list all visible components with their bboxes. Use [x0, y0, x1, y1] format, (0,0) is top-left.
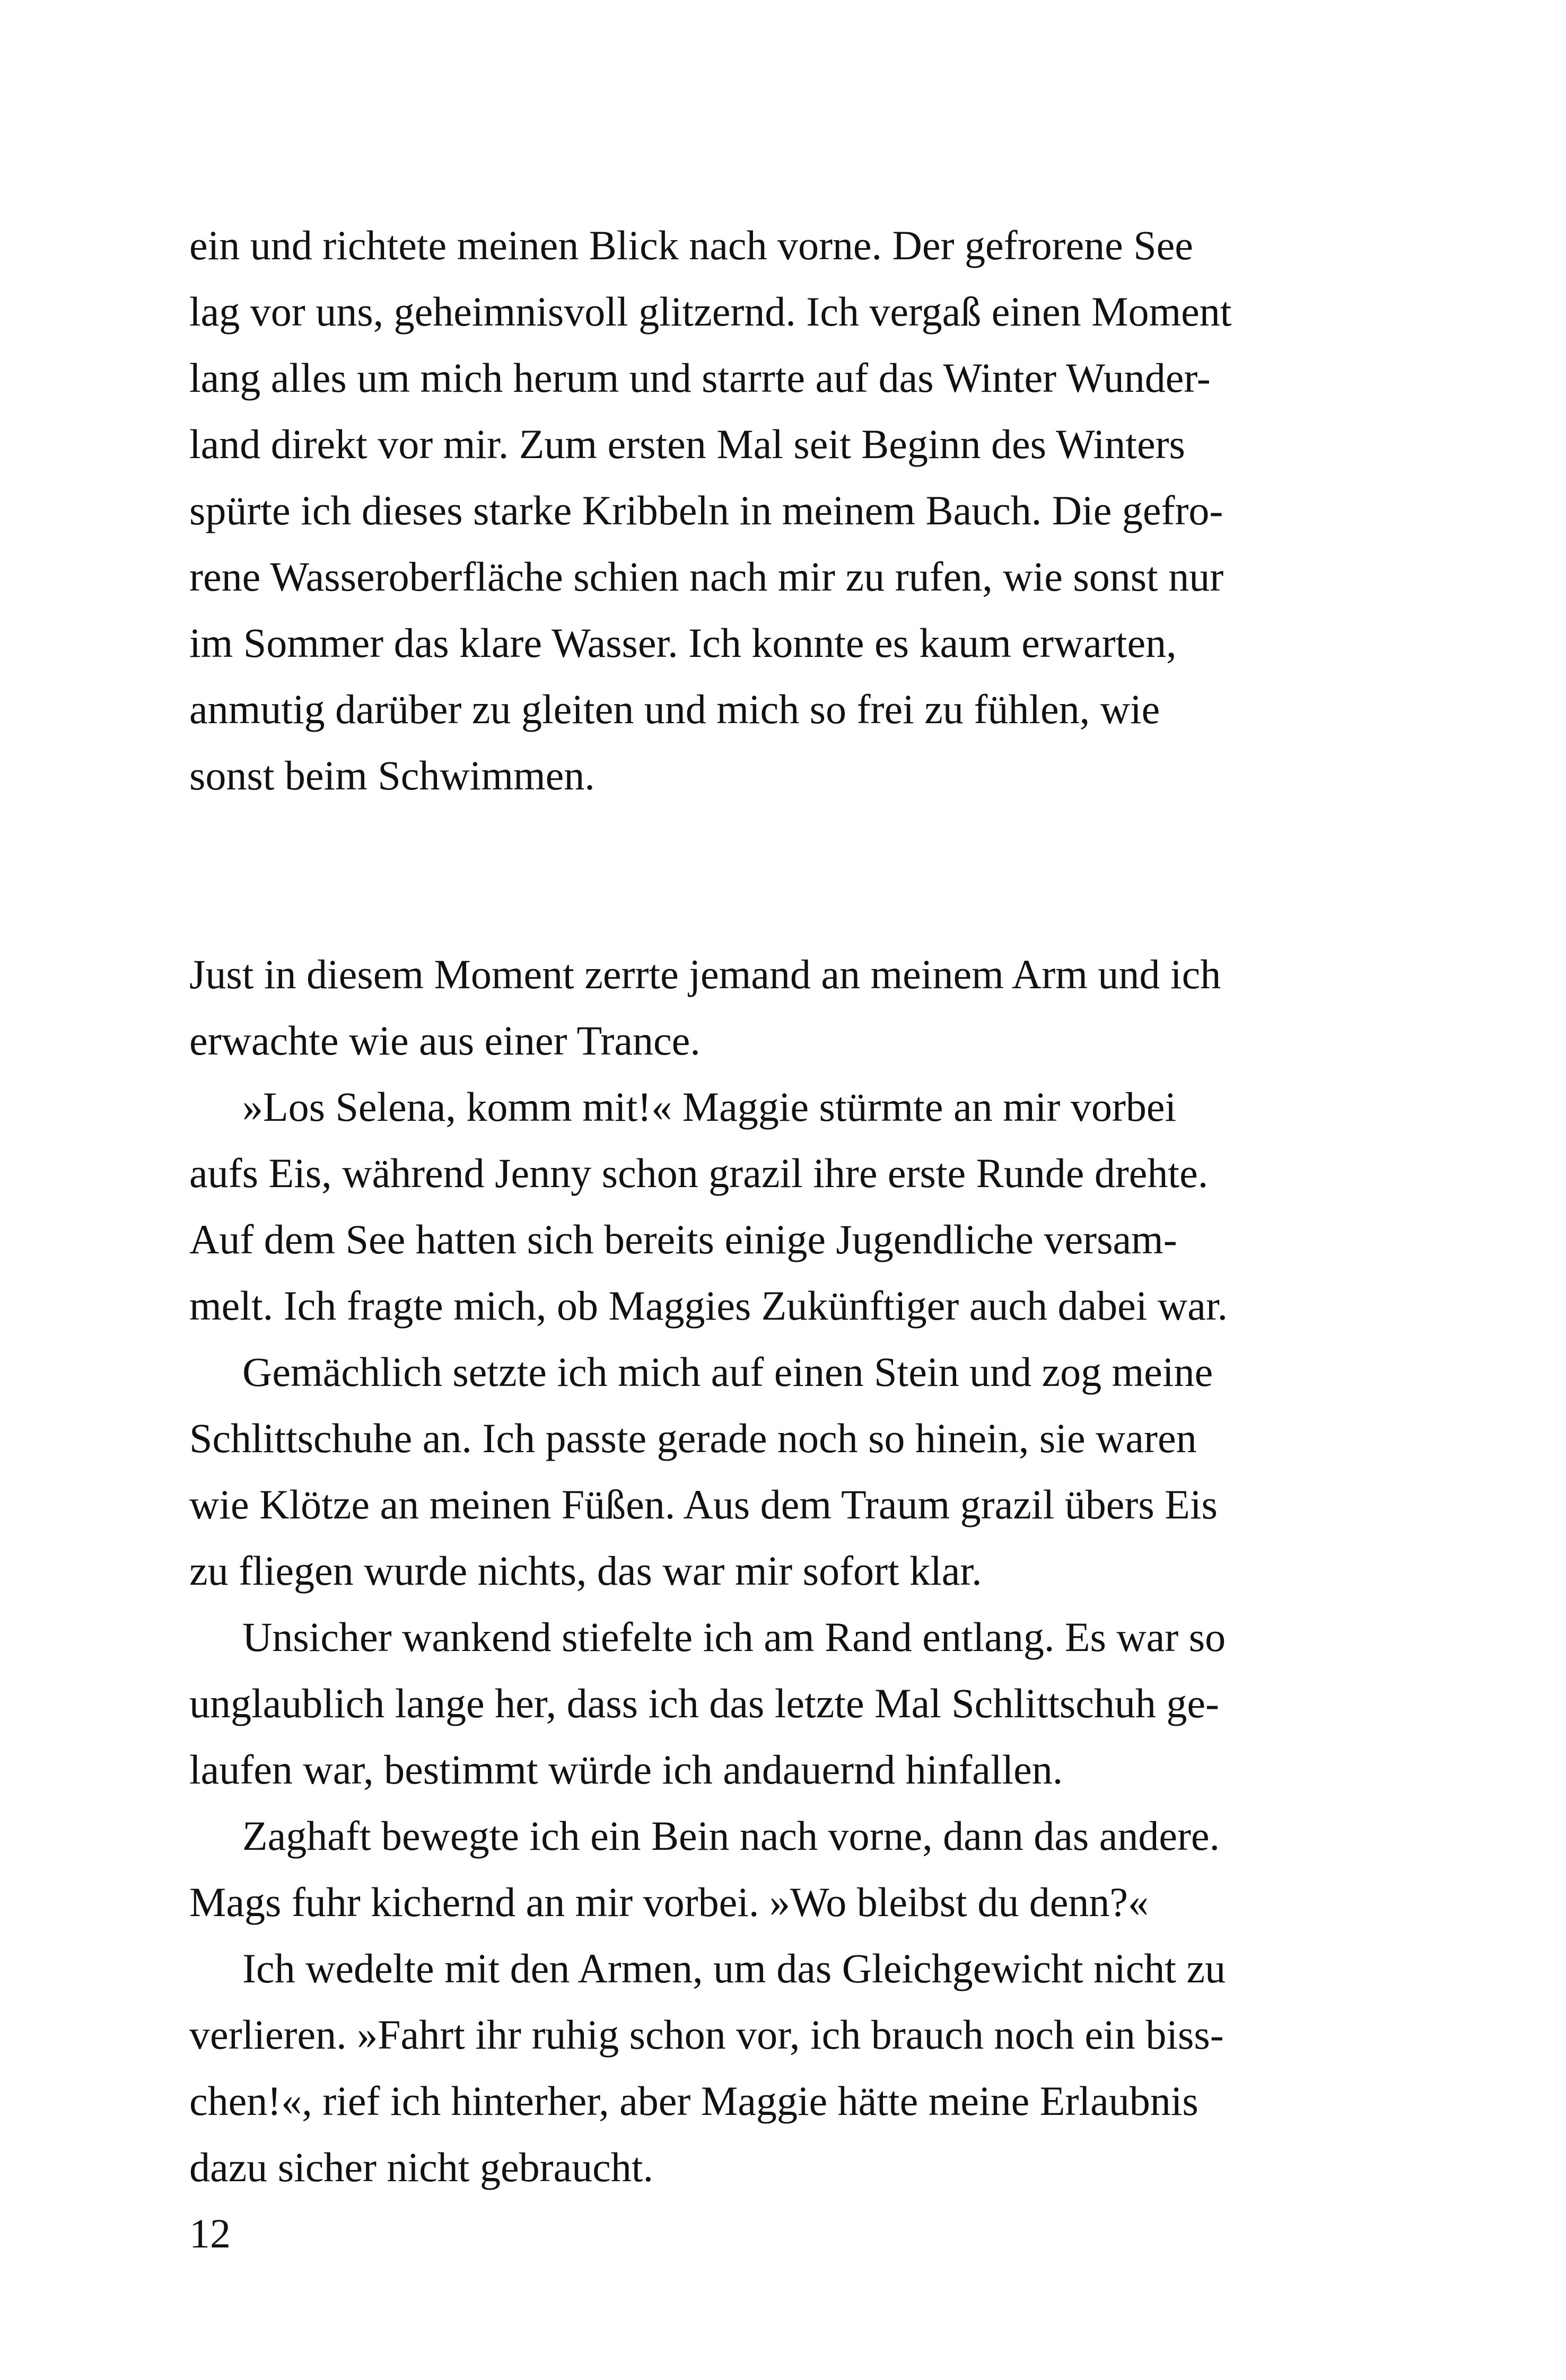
text-line: anmutig darüber zu gleiten und mich so frei zu fühlen, wie	[189, 686, 1160, 732]
text-line: Schlittschuhe an. Ich passte gerade noch so hinein, sie waren	[189, 1415, 1197, 1461]
text-line: melt. Ich fragte mich, ob Maggies Zukünftiger auch dabei war.	[189, 1283, 1228, 1329]
text-line: lang alles um mich herum und starrte auf das Winter Wunder-	[189, 355, 1211, 401]
paragraph	[189, 1339, 1314, 1604]
body-text	[189, 212, 1314, 2200]
text-line: rene Wasseroberfläche schien nach mir zu rufen, wie sonst nur	[189, 554, 1224, 600]
text-line: sonst beim Schwimmen.	[189, 752, 595, 798]
text-line: dazu sicher nicht gebraucht.	[189, 2144, 653, 2190]
text-line: aufs Eis, während Jenny schon grazil ihre erste Runde drehte.	[189, 1150, 1209, 1196]
text-line: Gemächlich setzte ich mich auf einen Stein und zog meine	[242, 1349, 1213, 1395]
page-number: 12	[189, 2210, 231, 2256]
paragraph	[189, 1074, 1314, 1339]
text-line: erwachte wie aus einer Trance.	[189, 1017, 701, 1064]
text-line: Ich wedelte mit den Armen, um das Gleichgewicht nicht zu	[242, 1945, 1226, 1991]
text-line: Mags fuhr kichernd an mir vorbei. »Wo bleibst du denn?«	[189, 1879, 1149, 1925]
text-line: Just in diesem Moment zerrte jemand an meinem Arm und ich	[189, 951, 1221, 997]
paragraph	[189, 1935, 1314, 2200]
text-line: Unsicher wankend stiefelte ich am Rand entlang. Es war so	[242, 1614, 1226, 1660]
text-line: lag vor uns, geheimnisvoll glitzernd. Ich vergaß einen Moment	[189, 288, 1232, 335]
text-line: ein und richtete meinen Blick nach vorne. Der gefrorene See	[189, 222, 1193, 268]
paragraph	[189, 1604, 1314, 1803]
text-line: im Sommer das klare Wasser. Ich konnte es kaum erwarten,	[189, 620, 1177, 666]
text-line: unglaublich lange her, dass ich das letzte Mal Schlittschuh ge-	[189, 1680, 1220, 1726]
text-line: Auf dem See hatten sich bereits einige Jugendliche versam-	[189, 1216, 1177, 1262]
text-line: chen!«, rief ich hinterher, aber Maggie hätte meine Erlaubnis	[189, 2078, 1198, 2124]
text-line: wie Klötze an meinen Füßen. Aus dem Traum grazil übers Eis	[189, 1481, 1218, 1527]
paragraph	[189, 1803, 1314, 1935]
paragraph	[189, 941, 1314, 1074]
text-line: land direkt vor mir. Zum ersten Mal seit Beginn des Winters	[189, 421, 1185, 467]
text-line: laufen war, bestimmt würde ich andauernd hinfallen.	[189, 1746, 1063, 1793]
text-line: zu fliegen wurde nichts, das war mir sofort klar.	[189, 1548, 982, 1594]
text-line: spürte ich dieses starke Kribbeln in meinem Bauch. Die gefro-	[189, 487, 1223, 533]
text-line: verlieren. »Fahrt ihr ruhig schon vor, ich brauch noch ein biss-	[189, 2012, 1224, 2058]
text-line: Zaghaft bewegte ich ein Bein nach vorne, dann das andere.	[242, 1813, 1220, 1859]
paragraph	[189, 212, 1314, 809]
section-break	[189, 809, 1314, 941]
text-line: »Los Selena, komm mit!« Maggie stürmte an mir vorbei	[242, 1084, 1177, 1130]
